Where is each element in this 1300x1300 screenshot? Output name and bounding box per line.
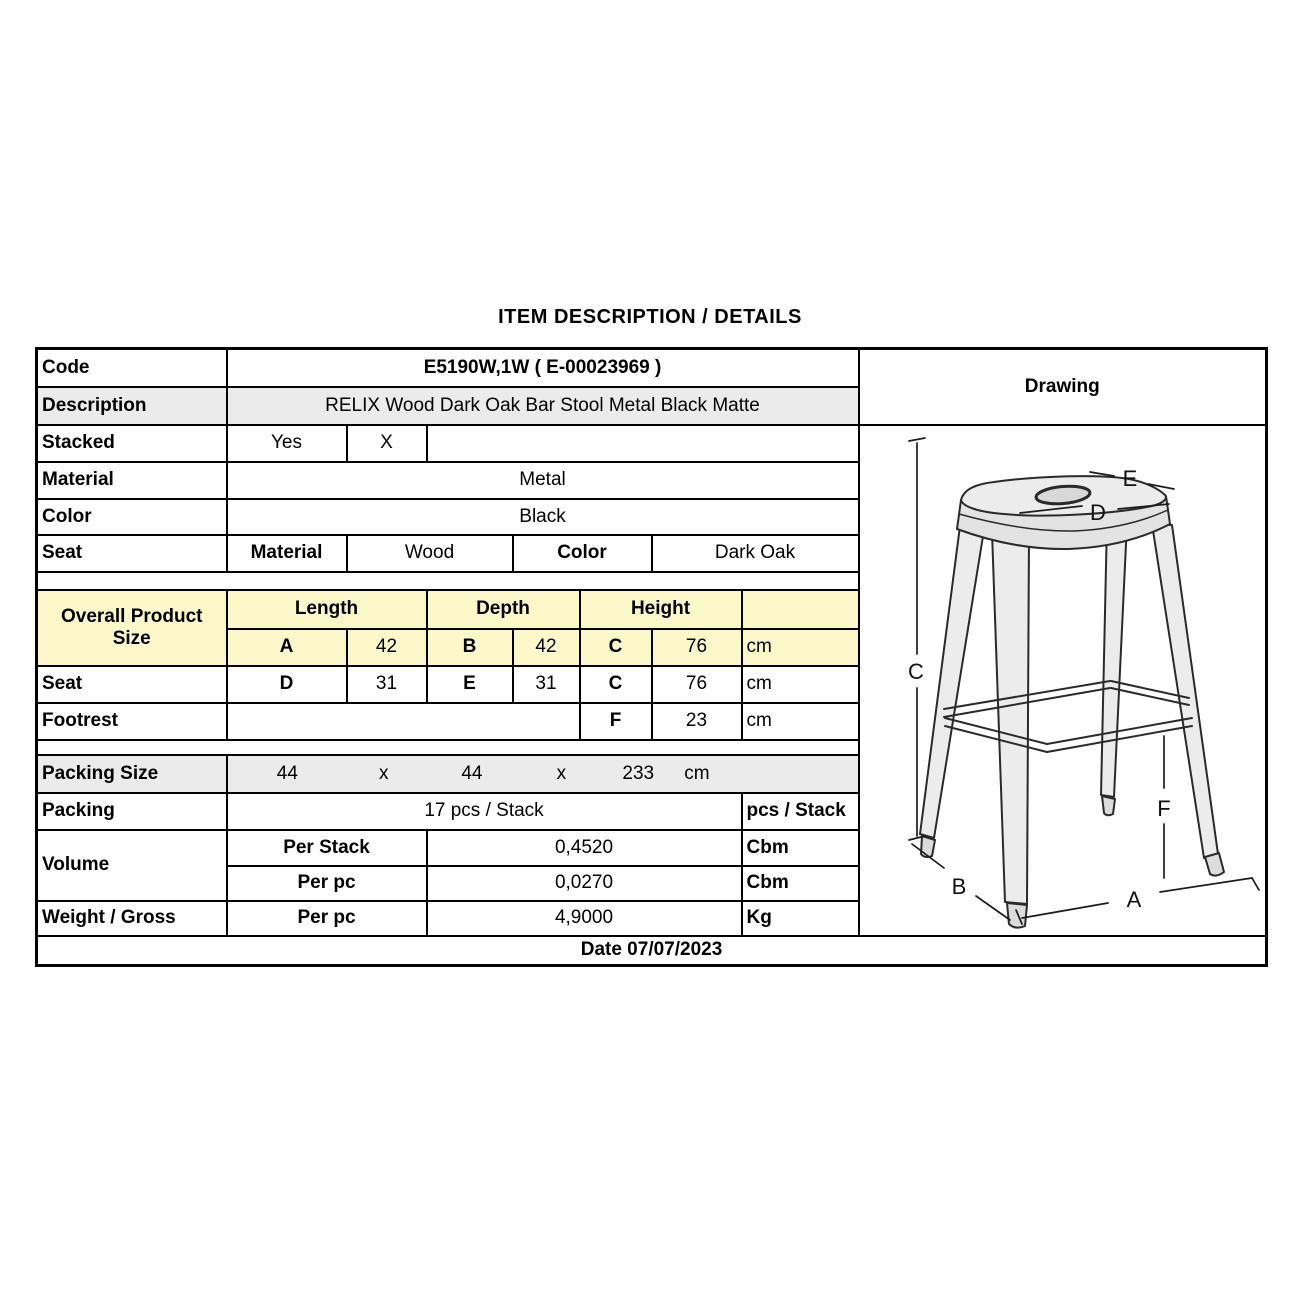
weight-per-pc-label: Per pc	[227, 901, 427, 936]
overall-dim-c-value: 76	[652, 629, 742, 666]
date-row: Date 07/07/2023	[37, 936, 1267, 966]
overall-header-height: Height	[580, 590, 742, 629]
dim-label-f: F	[1156, 795, 1171, 821]
footrest-unit: cm	[742, 703, 859, 740]
volume-per-stack-unit: Cbm	[742, 830, 859, 866]
overall-header-depth: Depth	[427, 590, 580, 629]
volume-per-pc-label: Per pc	[227, 866, 427, 901]
overall-header-length: Length	[227, 590, 427, 629]
description-label: Description	[37, 387, 227, 425]
dim-label-d: D	[1089, 499, 1106, 525]
packing-size-x2: x	[556, 762, 567, 784]
packing-size-unit: cm	[684, 762, 710, 784]
overall-dim-a-value: 42	[347, 629, 427, 666]
dim-label-e: E	[1122, 465, 1137, 491]
volume-per-stack-value: 0,4520	[427, 830, 742, 866]
page-title: ITEM DESCRIPTION / DETAILS	[498, 306, 802, 328]
seat-color-value: Dark Oak	[652, 535, 859, 572]
color-label: Color	[37, 499, 227, 535]
stool-legs	[920, 521, 1224, 928]
stool-back-foot	[1102, 796, 1115, 815]
volume-per-pc-unit: Cbm	[742, 866, 859, 901]
dim-label-b: B	[951, 873, 966, 899]
packing-label: Packing	[37, 793, 227, 830]
drawing-panel-title: Drawing	[859, 349, 1267, 425]
stool-front-foot	[1007, 903, 1027, 928]
spacer-row	[37, 740, 859, 755]
footrest-f-letter: F	[580, 703, 652, 740]
seat-dim-d-letter: D	[227, 666, 347, 703]
stool-right-foot	[1205, 853, 1224, 876]
footrest-label: Footrest	[37, 703, 227, 740]
stacked-label: Stacked	[37, 425, 227, 462]
packing-size-dim2: 44	[461, 762, 483, 784]
weight-per-pc-value: 4,9000	[427, 901, 742, 936]
spacer-row	[37, 572, 859, 590]
dim-label-c: C	[907, 658, 924, 684]
code-label: Code	[37, 349, 227, 387]
stool-footrest-rails	[944, 681, 1192, 752]
volume-per-pc-value: 0,0270	[427, 866, 742, 901]
seat-dim-d-value: 31	[347, 666, 427, 703]
weight-unit: Kg	[742, 901, 859, 936]
seat-dim-e-value: 31	[513, 666, 580, 703]
overall-dim-b-value: 42	[513, 629, 580, 666]
volume-per-stack-label: Per Stack	[227, 830, 427, 866]
code-value: E5190W,1W ( E-00023969 )	[227, 349, 859, 387]
stool-drawing	[864, 426, 1262, 935]
seat-material-value: Wood	[347, 535, 513, 572]
stool-left-leg	[920, 526, 984, 838]
description-value: RELIX Wood Dark Oak Bar Stool Metal Black Matte	[227, 387, 859, 425]
overall-size-label: Overall Product Size	[37, 590, 227, 666]
stool-sketch-svg	[864, 426, 1267, 935]
seat-color-label: Color	[513, 535, 652, 572]
weight-label: Weight / Gross	[37, 901, 227, 936]
overall-dim-c-letter: C	[580, 629, 652, 666]
footrest-empty-cell	[227, 703, 580, 740]
material-value: Metal	[227, 462, 859, 499]
packing-size-dim1: 44	[276, 762, 298, 784]
stool-back-leg	[1101, 521, 1127, 797]
seat-dim-c-value: 76	[652, 666, 742, 703]
overall-dim-unit: cm	[742, 629, 859, 666]
stool-front-leg	[992, 532, 1029, 904]
packing-size-label: Packing Size	[37, 755, 227, 793]
seat-label: Seat	[37, 535, 227, 572]
stacked-value: Yes	[227, 425, 347, 462]
packing-value: 17 pcs / Stack	[227, 793, 742, 830]
stacked-mark: X	[347, 425, 427, 462]
packing-size-dim3: 233	[622, 762, 655, 784]
seat-dim-e-letter: E	[427, 666, 513, 703]
seat-material-label: Material	[227, 535, 347, 572]
packing-unit: pcs / Stack	[742, 793, 859, 830]
dim-label-a: A	[1126, 886, 1141, 912]
seat-dim-unit: cm	[742, 666, 859, 703]
material-label: Material	[37, 462, 227, 499]
overall-header-empty	[742, 590, 859, 629]
footrest-f-value: 23	[652, 703, 742, 740]
item-spec-table	[35, 347, 1268, 967]
seat-dims-label: Seat	[37, 666, 227, 703]
seat-dim-c-letter: C	[580, 666, 652, 703]
drawing-panel	[859, 425, 1267, 936]
dim-line-c	[909, 438, 925, 840]
stool-left-foot	[921, 836, 935, 857]
stool-seat	[957, 476, 1170, 549]
overall-dim-b-letter: B	[427, 629, 513, 666]
packing-size-values	[227, 755, 859, 793]
overall-dim-a-letter: A	[227, 629, 347, 666]
color-value: Black	[227, 499, 859, 535]
packing-size-x1: x	[378, 762, 389, 784]
stacked-empty-cell	[427, 425, 859, 462]
volume-label: Volume	[37, 830, 227, 901]
